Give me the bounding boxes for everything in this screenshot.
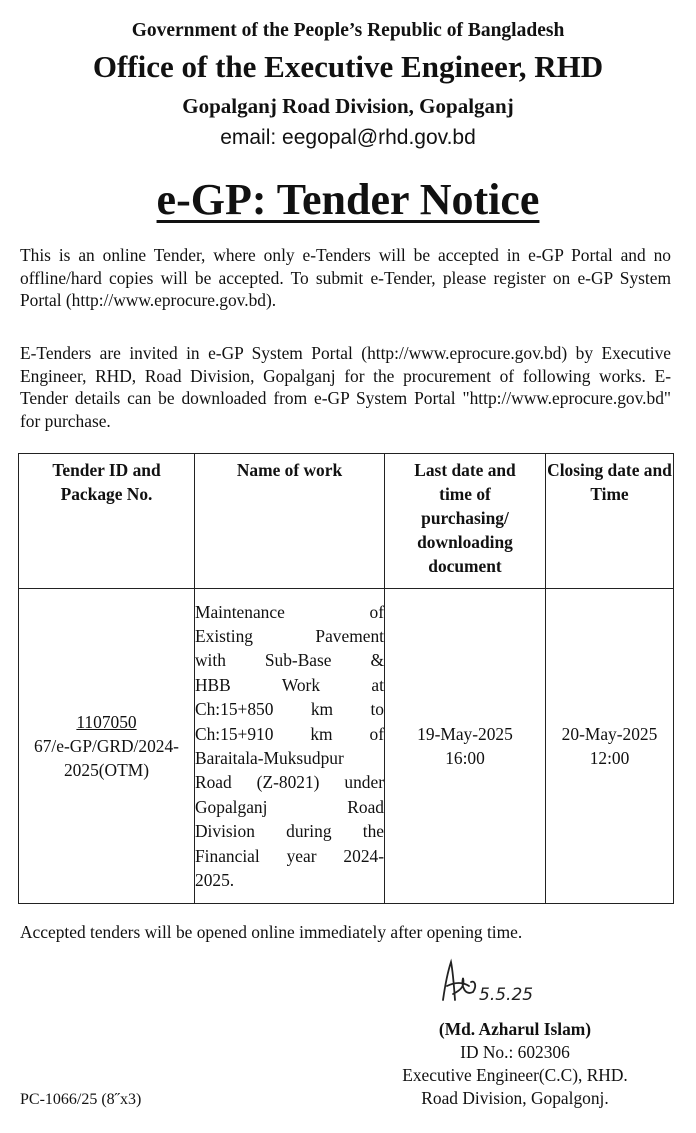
header-work: Name of work	[195, 454, 385, 589]
tender-table	[18, 453, 674, 904]
signature-date: 5.5.25	[479, 985, 534, 1005]
header-last-date: Last date and time of purchasing/ downloading document	[385, 454, 546, 589]
opening-note: Accepted tenders will be opened online immediately after opening time.	[20, 922, 523, 942]
closing-date: 20-May-2025	[561, 724, 658, 744]
office-heading: Office of the Executive Engineer, RHD	[92, 49, 604, 84]
last-date: 19-May-2025	[417, 724, 513, 744]
last-time: 16:00	[445, 748, 485, 768]
tender-id-cell	[19, 589, 195, 904]
header-closing-date: Closing date and Time	[546, 454, 674, 589]
closing-date-cell	[546, 589, 674, 904]
closing-time: 12:00	[589, 748, 630, 768]
last-date-cell	[385, 589, 546, 904]
table-header-row	[19, 454, 674, 589]
division-heading: Gopalganj Road Division, Gopalganj	[182, 94, 514, 118]
intro-paragraph: This is an online Tender, where only e-Tenders will be accepted in e-GP Portal and no offline/hard copies will be accepted. To submit e-Tender, please register on e-GP System Portal (http://www.eprocure.gov.bd).	[20, 245, 671, 310]
signatory-office: Road Division, Gopalgonj.	[421, 1088, 609, 1108]
signatory-name: (Md. Azharul Islam)	[438, 1019, 592, 1039]
tender-id: 1107050	[76, 712, 137, 732]
invitation-paragraph: E-Tenders are invited in e-GP System Portal (http://www.eprocure.gov.bd) by Executive Engineer, RHD, Road Division, Gopalganj for the procurement of following works. E-Tender details can be downloaded from e-GP System Portal "http://www.eprocure.gov.bd" for purchase.	[20, 343, 671, 431]
print-code: PC-1066/25 (8˝x3)	[20, 1091, 142, 1108]
header-tender-id: Tender ID and Package No.	[19, 454, 195, 589]
package-no: 67/e-GP/GRD/2024-2025(OTM)	[34, 736, 179, 780]
table-row	[19, 589, 674, 904]
notice-title-text: e-GP: Tender Notice	[156, 175, 540, 224]
notice-title	[0, 174, 696, 226]
signatory-designation: Executive Engineer(C.C), RHD.	[402, 1065, 628, 1085]
signatory-id: ID No.: 602306	[460, 1042, 570, 1062]
handwritten-signature	[435, 956, 545, 1016]
work-cell: Maintenance of Existing Pavement with Sub-Base & HBB Work at Ch:15+850 km to Ch:15+910 km of Baraitala-Muksudpur Road (Z-8021) under Gopalganj Road Division during the Financial year 2024- 2025.	[195, 589, 385, 904]
email-line: email: eegopal@rhd.gov.bd	[220, 126, 476, 149]
government-heading: Government of the People’s Republic of Bangladesh	[131, 20, 565, 41]
